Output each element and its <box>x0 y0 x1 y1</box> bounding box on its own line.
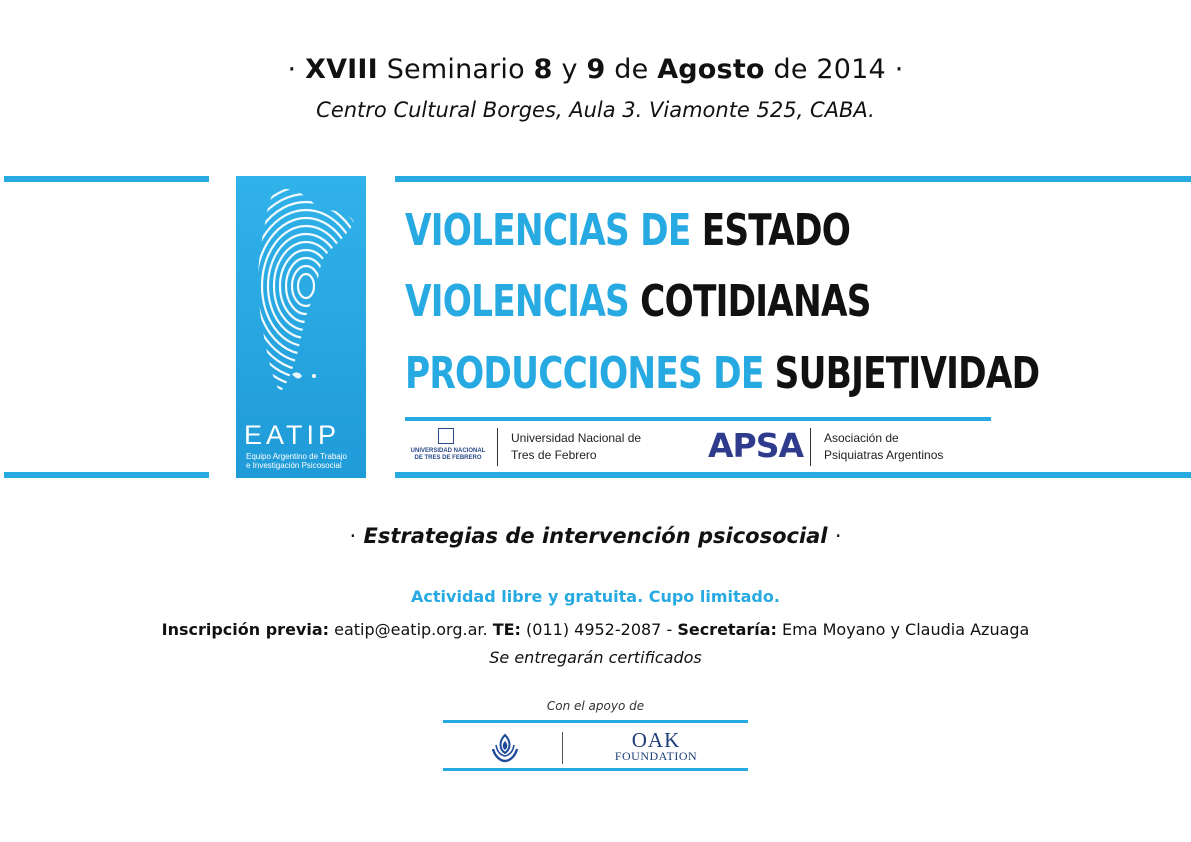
rule-bottom-right <box>395 472 1191 478</box>
title-line-1-black: ESTADO <box>701 205 851 256</box>
registration-line <box>0 620 1191 639</box>
venue-name: Centro Cultural Borges <box>316 98 556 122</box>
strategy-line <box>0 524 1191 548</box>
apsa-label-line1: Asociación de <box>824 431 899 445</box>
title-line-3-blue: PRODUCCIONES DE <box>405 348 764 399</box>
untref-logo-text-line2: DE TRES DE FEBRERO <box>414 455 482 461</box>
title-line-1-blue: VIOLENCIAS DE <box>405 205 691 256</box>
eatip-subtitle-line2: e Investigación Psicosocial <box>246 461 342 470</box>
rule-top-right <box>395 176 1191 182</box>
apsa-logo: APSA <box>708 426 804 465</box>
certificates-notice: Se entregarán certificados <box>489 648 702 667</box>
venue-address: , Aula 3. Viamonte 525, CABA. <box>555 98 875 122</box>
title-line-2 <box>405 274 871 330</box>
oak-logo-line1: OAK <box>631 728 681 752</box>
untref-logo-text-line1: UNIVERSIDAD NACIONAL <box>410 448 486 454</box>
untref-label-line2: Tres de Febrero <box>511 448 597 462</box>
phone-number: (011) 4952-2087 - <box>526 620 673 639</box>
registration-label: Inscripción previa: <box>161 620 330 639</box>
rule-bottom-left <box>4 472 209 478</box>
strategy-text: Estrategias de intervención psicosocial <box>363 524 828 548</box>
secretaria-names: Ema Moyano y Claudia Azuaga <box>782 620 1030 639</box>
oak-logo-line2: FOUNDATION <box>614 749 698 763</box>
partner-divider <box>810 428 811 466</box>
free-activity-notice: Actividad libre y gratuita. Cupo limitado. <box>411 587 780 606</box>
phone-label: TE: <box>492 620 521 639</box>
apsa-label <box>824 430 943 464</box>
eatip-subtitle-line1: Equipo Argentino de Trabajo <box>246 452 347 461</box>
seminar-date-line <box>0 54 1191 85</box>
title-line-3-black: SUBJETIVIDAD <box>774 348 1040 399</box>
bullet: · <box>894 54 904 85</box>
support-rule-bottom <box>443 768 748 771</box>
rule-under-titles <box>405 417 991 421</box>
eatip-logo <box>236 176 366 478</box>
partner-divider <box>497 428 498 466</box>
title-line-2-blue: VIOLENCIAS <box>405 276 629 327</box>
preposition: de <box>614 54 649 85</box>
untref-label-line1: Universidad Nacional de <box>511 431 642 445</box>
eatip-subtitle <box>246 452 366 470</box>
support-label: Con el apoyo de <box>546 699 645 713</box>
venue-line <box>0 98 1191 122</box>
title-line-3 <box>405 346 1039 402</box>
bullet: · <box>834 524 842 548</box>
oak-foundation-logo <box>600 730 712 763</box>
support-rule-top <box>443 720 748 723</box>
eatip-wordmark: EATIP <box>244 420 341 450</box>
month: Agosto <box>657 54 765 85</box>
un-emblem-flame-icon <box>489 729 521 765</box>
title-line-2-black: COTIDIANAS <box>640 276 871 327</box>
registration-email[interactable]: eatip@eatip.org.ar. <box>334 620 488 639</box>
conjunction: y <box>561 54 578 85</box>
untref-emblem-icon <box>438 428 454 444</box>
day-one: 8 <box>533 54 553 85</box>
year: de 2014 <box>773 54 886 85</box>
seminar-word: Seminario <box>386 54 525 85</box>
support-divider <box>562 732 563 764</box>
title-line-1 <box>405 203 850 259</box>
bullet: · <box>349 524 357 548</box>
fingerprint-argentina-map-icon <box>236 176 366 416</box>
apsa-label-line2: Psiquiatras Argentinos <box>824 448 944 462</box>
untref-logo-text <box>408 448 488 462</box>
rule-top-left <box>4 176 209 182</box>
day-two: 9 <box>586 54 606 85</box>
untref-label <box>511 430 641 464</box>
bullet: · <box>287 54 297 85</box>
seminar-edition: XVIII <box>305 54 378 85</box>
secretaria-label: Secretaría: <box>677 620 777 639</box>
